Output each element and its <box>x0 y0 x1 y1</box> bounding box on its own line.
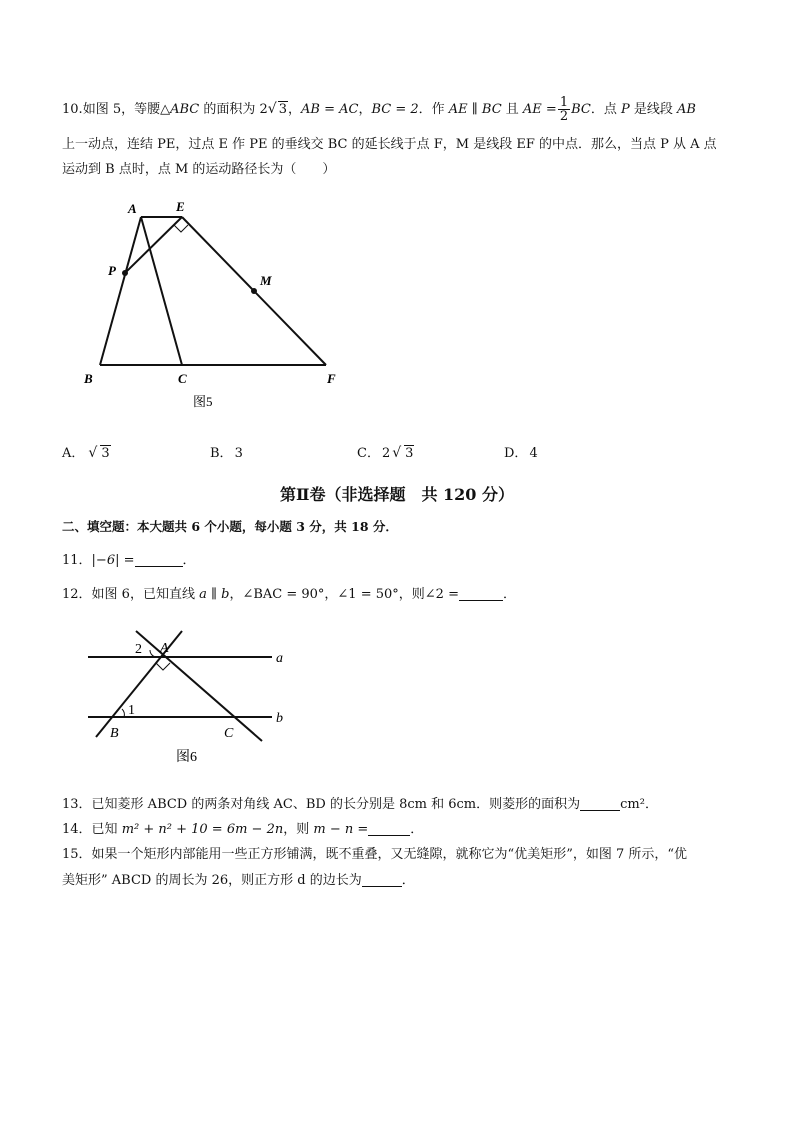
q10-math: P <box>621 102 630 117</box>
figure-5 <box>80 195 350 415</box>
point-M <box>251 288 257 294</box>
angle-1-arc <box>122 709 124 717</box>
label-A: A <box>128 201 137 216</box>
option-value: 2 <box>381 446 391 461</box>
label-F: F <box>327 371 336 386</box>
angle-2-arc <box>150 650 156 657</box>
q10-math: AE = <box>522 102 557 117</box>
q12-number: 12． <box>62 587 92 602</box>
q14-text: 已知 <box>91 822 122 837</box>
q10-radicand: 3 <box>278 102 287 117</box>
q12-math: a ∥ b <box>199 587 230 602</box>
label-E: E <box>176 199 185 214</box>
option-radicand: 3 <box>101 446 110 461</box>
q12-text: ，∠BAC = 90°，∠1 = 50°，则∠2 = <box>229 587 459 602</box>
label-angle-2: 2 <box>135 642 142 657</box>
q15-text: 如果一个矩形内部能用一些正方形铺满，既不重叠，又无缝隙，就称它为“优美矩形”，如图 7 所示，“优 <box>91 847 688 862</box>
label-C: C <box>178 371 187 386</box>
q10-line2: 上一动点，连结 PE，过点 E 作 PE 的垂线交 BC 的延长线于点 F，M 是线段 EF 的中点．那么，当点 P 从 A 点 <box>62 137 717 152</box>
q14-end: ． <box>410 822 424 837</box>
q11-end: ． <box>182 553 196 568</box>
q10-text: 的面积为 2 <box>199 102 268 117</box>
sqrt-symbol: √ <box>88 445 98 461</box>
q10-line3: 运动到 B 点时，点 M 的运动路径长为（ ） <box>62 162 336 177</box>
right-angle-mark <box>174 225 188 232</box>
q10-math: AE ∥ BC <box>448 102 502 117</box>
q10-text: ．作 <box>418 102 449 117</box>
option-letter: D． <box>504 446 528 461</box>
label-B: B <box>110 726 119 741</box>
q10-line1 <box>62 96 696 123</box>
q13-unit: cm² <box>620 797 645 812</box>
q10-text: 且 <box>501 102 523 117</box>
segment-AC-line <box>136 631 262 741</box>
q10-math: AB = AC <box>301 102 359 117</box>
answer-blank[interactable] <box>459 586 503 601</box>
answer-blank[interactable] <box>580 796 620 811</box>
q14-text: ，则 <box>283 822 314 837</box>
figure-5-caption: 图5 <box>193 394 213 409</box>
section-instruction: 二、填空题：本大题共 6 个小题，每小题 3 分，共 18 分． <box>62 519 398 534</box>
q10-math: BC <box>571 102 591 117</box>
segment-AB <box>100 217 141 365</box>
q10-math: BC = 2 <box>371 102 419 117</box>
q13-text: 已知菱形 ABCD 的两条对角线 AC、BD 的长分别是 8cm 和 6cm．则菱形的面积为 <box>91 797 581 812</box>
segment-AC <box>141 217 182 365</box>
q12-end: ． <box>502 587 516 602</box>
q15-end: ． <box>401 873 415 888</box>
option-letter: B． <box>210 446 233 461</box>
q11 <box>62 549 196 568</box>
option-value: 3 <box>234 446 243 461</box>
q10-text: ．点 <box>590 102 621 117</box>
q10-fraction <box>558 96 570 123</box>
label-C: C <box>224 726 234 741</box>
q10-text: 如图 5，等腰△ <box>82 102 171 117</box>
q13-number: 13． <box>62 797 92 812</box>
q10-math: AB <box>677 102 696 117</box>
q13-end: ． <box>644 797 658 812</box>
q14-number: 14． <box>62 822 92 837</box>
q10-number: 10. <box>62 102 83 117</box>
q13 <box>62 793 658 812</box>
section-title: 第Ⅱ卷（非选择题 共 120 分） <box>279 485 515 504</box>
q14 <box>62 818 423 837</box>
q15-text: 美矩形” ABCD 的周长为 26，则正方形 d 的边长为 <box>62 873 362 888</box>
option-radicand: 3 <box>405 446 414 461</box>
option-d <box>504 442 540 461</box>
q11-number: 11． <box>62 553 92 568</box>
q10-math: ABC <box>170 102 200 117</box>
option-value: 4 <box>529 446 538 461</box>
q10-text: ， <box>358 102 372 117</box>
sqrt-symbol: √ <box>392 445 402 461</box>
label-M: M <box>260 273 272 288</box>
answer-blank[interactable] <box>368 821 410 836</box>
option-a <box>62 442 113 461</box>
answer-blank[interactable] <box>362 872 402 887</box>
q15-line2 <box>62 869 415 888</box>
option-letter: A． <box>62 446 85 461</box>
point-P <box>122 270 128 276</box>
q10-text: 是线段 <box>629 102 678 117</box>
fraction-numerator: 1 <box>559 95 569 110</box>
option-c <box>357 442 416 461</box>
figure-6 <box>80 625 310 770</box>
label-line-a: a <box>276 651 283 666</box>
label-P: P <box>108 263 116 278</box>
sqrt-symbol: √ <box>267 101 277 117</box>
figure-6-caption: 图6 <box>176 750 197 765</box>
label-A: A <box>160 641 169 656</box>
label-angle-1: 1 <box>128 703 135 718</box>
q15-line1 <box>62 843 687 862</box>
q14-expression: m − n = <box>313 822 369 837</box>
option-letter: C． <box>357 446 380 461</box>
q10-text: ， <box>287 102 301 117</box>
label-B: B <box>84 371 93 386</box>
right-angle-mark <box>156 663 170 670</box>
label-line-b: b <box>276 711 283 726</box>
q14-expression: m² + n² + 10 = 6m − 2n <box>121 822 284 837</box>
q12 <box>62 583 516 602</box>
q11-expression: |−6| = <box>91 553 135 568</box>
q15-number: 15． <box>62 847 92 862</box>
q12-text: 如图 6，已知直线 <box>91 587 200 602</box>
option-b <box>210 442 245 461</box>
answer-blank[interactable] <box>135 552 183 567</box>
fraction-denominator: 2 <box>559 109 569 124</box>
